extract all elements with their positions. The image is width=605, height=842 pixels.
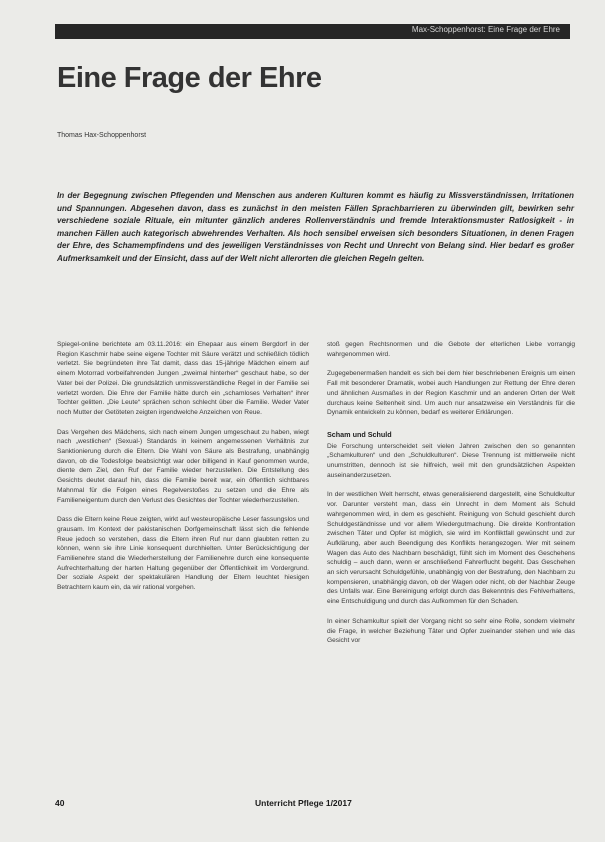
journal-name: Unterricht Pflege 1/2017 <box>255 798 352 808</box>
article-abstract: In der Begegnung zwischen Pflegenden und Menschen aus anderen Kulturen kommt es häufig zu Missverständnissen, Irritationen und Spannungen. Abgesehen davon, dass es zunächst in den meisten Fällen Sprachbarrieren zu überwinden gilt, bewirken sehr verschiedene soziale Rituale, ein mitunter gänzlich anderes Rollenverständnis und fremde Interaktionsmuster Ratlosigkeit - in manchen Fällen auch kategorisch abwehrendes Verhalten. Als hoch sensibel erweisen sich besonders Situationen, in denen Fragen der Ehre, des Schamempfindens und des jeweiligen Verständnisses von Recht und Unrecht von Belang sind. Hier bedarf es großer Aufmerksamkeit und der Einsicht, dass auf der Welt nicht allerorten die gleichen Regeln gelten. <box>57 191 574 263</box>
running-header <box>55 24 570 39</box>
article-title: Eine Frage der Ehre <box>57 62 322 94</box>
page-number: 40 <box>55 798 65 808</box>
section-heading: Scham und Schuld <box>327 429 392 439</box>
running-title: Max-Schoppenhorst: Eine Frage der Ehre <box>411 25 560 34</box>
paragraph: Spiegel-online berichtete am 03.11.2016: ein Ehepaar aus einem Bergdorf in der Region Kaschmir habe seine eigene Tochter mit Säure verätzt und schließlich tödlich verletzt. Sie begründeten ihre Tat damit, dass das 15-jährige Mädchen einem auf einem Motorrad vorbeifahrenden Jungen „zweimal hinterher“ geschaut habe, so der Vater bei der Polizei. Die grundsätzlich unmissverständliche Regel in der Familie sei verletzt worden. Die Ehre der Familie hätte durch ein „schamloses Verhalten“ ihrer Tochter gelitten. „Die Leute“ sprächen schon schlecht über die Familie. Weder Vater noch Mutter der Getöteten zeigten irgendwelche Anzeichen von Reue. <box>57 341 309 416</box>
article-author: Thomas Hax-Schoppenhorst <box>57 132 147 139</box>
paragraph: Die Forschung unterscheidet seit vielen Jahren zwischen den so genannten „Schamkulturen“ und den „Schuldkulturen“. Diese Trennung ist mittlerweile nicht unumstritten, dennoch ist sie hilfreich, weil mit den grundsätzlichen Aspekten auseinanderzusetzen. <box>327 442 575 479</box>
left-column <box>57 340 309 603</box>
page-footer <box>55 798 575 812</box>
paragraph: Das Vergehen des Mädchens, sich nach einem Jungen umgeschaut zu haben, wiegt nach „westlichen“ (Sexual-) Standards in keinem angemessenen Verhältnis zur Sanktionierung durch die Eltern. Die Wahl von Säure als Bestrafung, unabhängig davon, ob die Todesfolge beabsichtigt war oder billigend in Kauf genommen wurde, diente dem Ziel, den Ruf der Familie wieder herzustellen. Die Entstellung des Gesichts deutet darauf hin, dass die Familie bereit war, ein öffentlich sichtbares Mahnmal für die Folgen eines Regelverstoßes zu setzen und die Ehre als Familieneigentum durch den Verlust des Gesichtes der Tochter wiederherzustellen. <box>57 428 309 504</box>
paragraph: Zugegebenermaßen handelt es sich bei dem hier beschriebenen Ereignis um einen Fall mit besonderer Dramatik, wobei auch Handlungen zur Rettung der Ehre deren und ähnlichen Ausmaßes in der Region Kaschmir und an anderen Orten der Welt durchaus keine Seltenheit sind. Um auch nur ansatzweise ein Verständnis für die Dynamik entwickeln zu können, bedarf es weiterer Erklärungen. <box>327 370 575 417</box>
paragraph: In der westlichen Welt herrscht, etwas generalisierend dargestellt, eine Schuldkultur vor. Darunter versteht man, dass ein Unrecht in dem Moment als Schuld wahrgenommen wird, in dem es geschieht. Reinigung von Schuld geschieht durch Schuldgeständnisse und vor allem Wiedergutmachung. Die direkte Konfrontation zwischen Täter und Opfer ist möglich, sie wird im Konfliktfall gewünscht und zur Aufklärung, aber auch Beendigung des Konflikts herangezogen. Wer mit seinem Wagen das Auto des Nachbarn beschädigt, fühlt sich im Moment des Geschehens schuldig – auch dann, wenn er anschließend Fahrerflucht begeht. Das Geschehen an sich verursacht Schuldgefühle, unabhängig von der Bestrafung, den Nachbarn zu kompensieren, unabhängig davon, ob der Wagen oder nicht, ob der Nachbar Zeuge des Unfalls war. Eine Bereinigung erfolgt durch das Bekenntnis des Fehlverhaltens, eine Entschuldigung und durch das Aufkommen für den Schaden. <box>327 491 575 606</box>
paragraph: Dass die Eltern keine Reue zeigten, wirkt auf westeuropäische Leser fassungslos und grausam. Im Kontext der pakistanischen Dorfgemeinschaft lässt sich die fehlende Reue jedoch so verstehen, dass die Eltern ihren Ruf nur dann glaubten retten zu können, wenn sie ihre Linie konsequent durchhielten. Unter Berücksichtigung der Familienehre stand die Wiederherstellung der Familienehre durch eine konsequente Aufrechterhaltung der harten Haltung gegenüber der Öffentlichkeit im Vordergrund. Der soziale Aspekt der spektakulären Handlung der Eltern leuchtet hiesigen Betrachtern kaum ein, da wir rational vorgehen. <box>57 516 309 592</box>
right-column <box>327 340 575 656</box>
paragraph: stoß gegen Rechtsnormen und die Gebote der elterlichen Liebe vorrangig wahrgenommen wird. <box>327 341 575 358</box>
paragraph: In einer Schamkultur spielt der Vorgang nicht so sehr eine Rolle, sondern vielmehr die Frage, in welcher Beziehung Täter und Opfer zueinander stehen und wie das Gesicht vor <box>327 617 575 645</box>
